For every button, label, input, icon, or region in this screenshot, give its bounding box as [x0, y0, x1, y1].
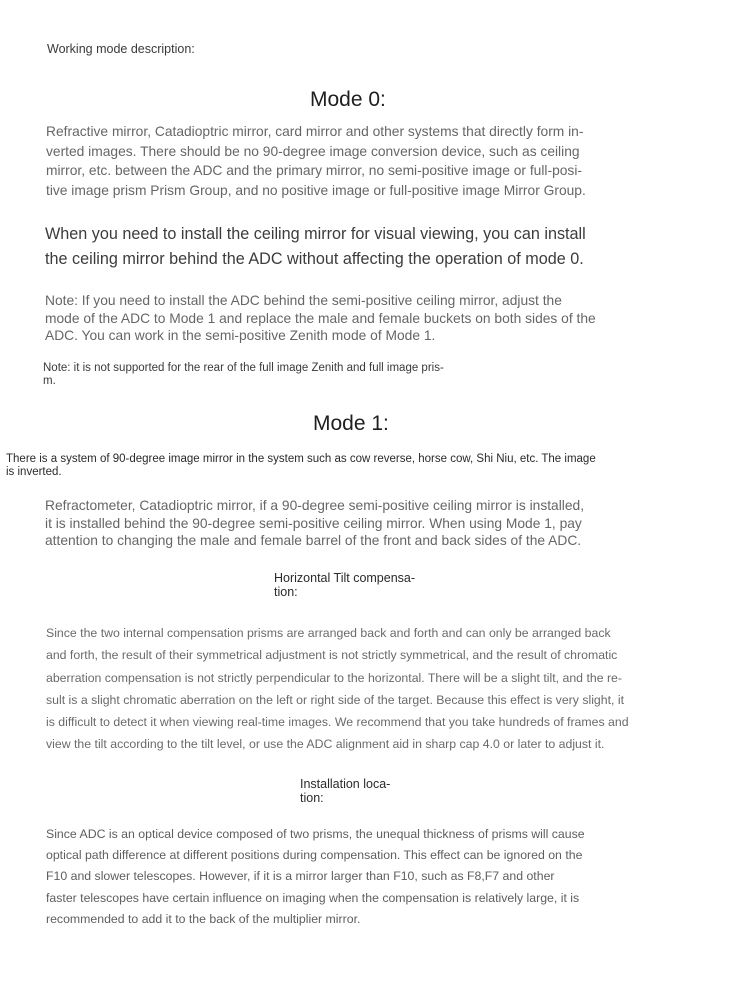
text-line: mode of the ADC to Mode 1 and replace the male and female buckets on both sides of the	[45, 310, 596, 326]
text-line: There is a system of 90-degree image mirror in the system such as cow reverse, horse cow, Shi Niu, etc. The image	[6, 453, 596, 465]
mode-0-title: Mode 0:	[310, 88, 386, 111]
text-line: and forth, the result of their symmetrical adjustment is not strictly symmetrical, and the result of chromatic	[46, 648, 618, 663]
note-full-image	[43, 362, 444, 387]
text-line: tion:	[300, 791, 324, 805]
tilt-compensation-paragraph	[46, 622, 629, 756]
text-line: aberration compensation is not strictly perpendicular to the horizontal. There will be a slight tilt, and the re-	[46, 670, 622, 685]
text-line: the ceiling mirror behind the ADC without affecting the operation of mode 0.	[45, 249, 584, 268]
text-line: attention to changing the male and female barrel of the front and back sides of the ADC.	[45, 533, 582, 548]
note-semi-positive	[45, 292, 596, 345]
ceiling-mirror-paragraph	[45, 222, 586, 271]
text-line: F10 and slower telescopes. However, if it is a mirror larger than F10, such as F8,F7 and other	[46, 869, 555, 884]
mode-0-paragraph	[46, 122, 586, 200]
text-line: sult is a slight chromatic aberration on the left or right side of the target. Because this effect is very slight, it	[46, 692, 625, 707]
tilt-compensation-title	[274, 571, 415, 599]
text-line: verted images. There should be no 90-degree image conversion device, such as ceiling	[46, 143, 580, 159]
text-line: tion:	[274, 585, 298, 599]
installation-location-title	[300, 777, 390, 805]
text-line: mirror, etc. between the ADC and the primary mirror, no semi-positive image or full-posi-	[46, 163, 582, 178]
text-line: Refractive mirror, Catadioptric mirror, card mirror and other systems that directly form in-	[46, 124, 584, 139]
mode-1-system-text	[6, 453, 596, 479]
text-line: ADC. You can work in the semi-positive Zenith mode of Mode 1.	[45, 328, 436, 343]
text-line: Since ADC is an optical device composed of two prisms, the unequal thickness of prisms will cause	[46, 827, 585, 841]
text-line: view the tilt according to the tilt level, or use the ADC alignment aid in sharp cap 4.0 or later to adjust it.	[46, 737, 605, 752]
text-line: m.	[43, 374, 56, 387]
text-line: faster telescopes have certain influence on imaging when the compensation is relatively large, it is	[46, 890, 580, 905]
text-line: Note: it is not supported for the rear of the full image Zenith and full image pris-	[43, 362, 444, 374]
text-line: Installation loca-	[300, 777, 391, 791]
intro-heading: Working mode description:	[47, 42, 195, 56]
text-line: Refractometer, Catadioptric mirror, if a 90-degree semi-positive ceiling mirror is installed,	[45, 498, 585, 513]
text-line: it is installed behind the 90-degree semi-positive ceiling mirror. When using Mode 1, pay	[45, 515, 582, 531]
installation-location-paragraph	[46, 824, 585, 930]
text-line: Note: If you need to install the ADC behind the semi-positive ceiling mirror, adjust the	[45, 293, 562, 308]
mode-1-paragraph	[45, 497, 584, 550]
text-line: is inverted.	[6, 466, 62, 478]
text-line: recommended to add it to the back of the multiplier mirror.	[46, 911, 361, 926]
text-line: is difficult to detect it when viewing real-time images. We recommend that you take hundreds of frames and	[46, 715, 629, 730]
text-line: When you need to install the ceiling mirror for visual viewing, you can install	[45, 225, 586, 243]
text-line: Horizontal Tilt compensa-	[274, 571, 416, 585]
text-line: tive image prism Prism Group, and no positive image or full-positive image Mirror Group.	[46, 182, 586, 198]
text-line: optical path difference at different positions during compensation. This effect can be ignored on the	[46, 848, 583, 863]
mode-1-title: Mode 1:	[313, 412, 389, 435]
text-line: Since the two internal compensation prisms are arranged back and forth and can only be arranged back	[46, 626, 611, 640]
